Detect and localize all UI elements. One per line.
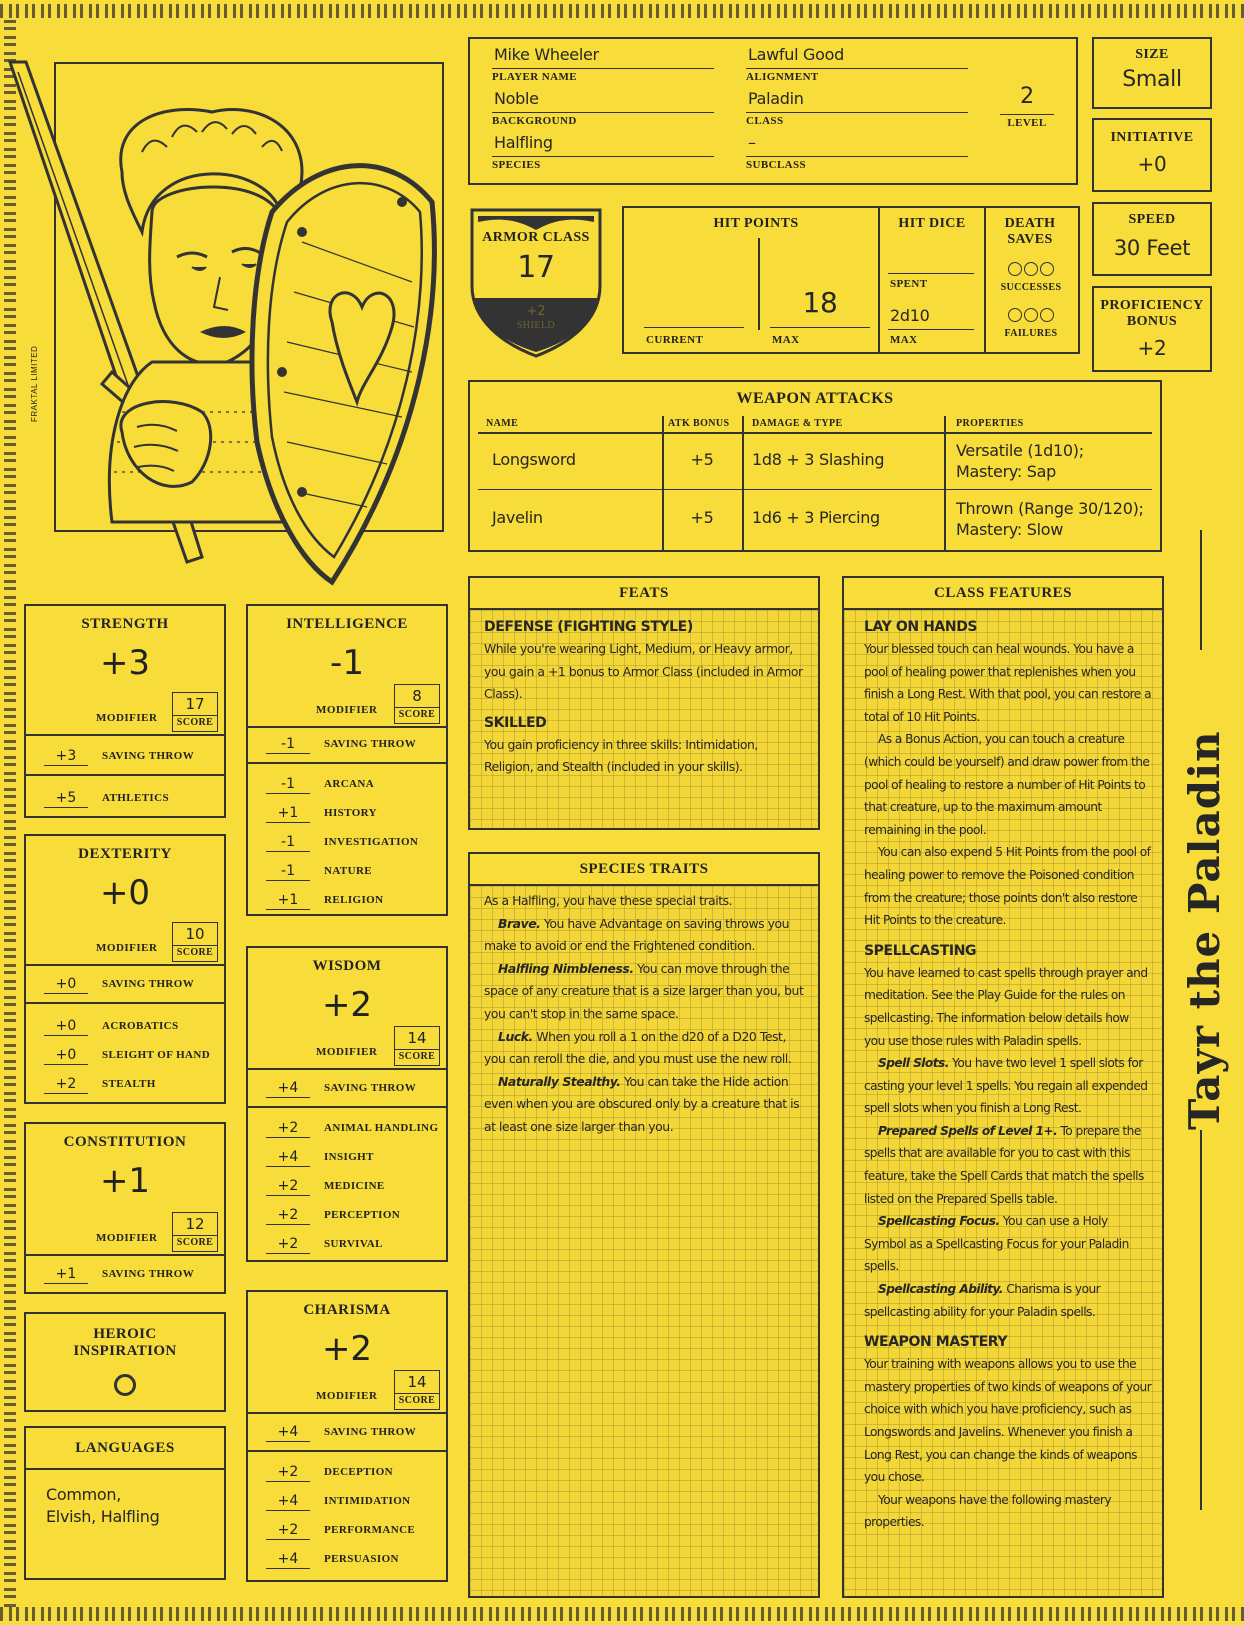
modifier-label: MODIFIER xyxy=(96,1232,158,1244)
feature-item-text: Charisma is your spellcasting ability for your Paladin spells. xyxy=(864,1282,1101,1319)
hp-divider xyxy=(758,238,760,330)
dexterity-score-value: 10 xyxy=(185,925,205,943)
dexterity-title: DEXTERITY xyxy=(78,846,172,862)
subclass-label: SUBCLASS xyxy=(746,159,807,171)
feature-text: You have learned to cast spells through prayer and meditation. See the Play Guide for the rules on spellcasting. The information below details how you use those rules with Paladin spells. xyxy=(864,965,1148,1048)
initiative-value[interactable]: +0 xyxy=(1137,152,1167,176)
strength-box xyxy=(24,604,226,736)
death-saves-divider xyxy=(984,208,986,352)
feature-text: Your blessed touch can heal wounds. You have a pool of healing power that replenishes when you finish a Long Rest. With that pool, you can restore a total of 10 Hit Points. xyxy=(864,642,1151,724)
constitution-score-value: 12 xyxy=(185,1215,205,1233)
speed-value[interactable]: 30 Feet xyxy=(1113,236,1191,260)
dexterity-score[interactable] xyxy=(172,922,218,962)
weapon-header-damage: DAMAGE & TYPE xyxy=(752,418,843,429)
hit-dice-max-field[interactable] xyxy=(888,302,974,330)
species-traits-title: SPECIES TRAITS xyxy=(579,861,709,877)
skill-value: -1 xyxy=(266,775,310,794)
level-value: 2 xyxy=(1000,79,1054,115)
size-value[interactable]: Small xyxy=(1122,67,1182,92)
skill-value: -1 xyxy=(266,862,310,881)
trait-text: You have Advantage on saving throws you make to avoid or end the Frightened condition. xyxy=(484,915,790,954)
skill-row[interactable] xyxy=(26,1070,224,1098)
skill-name: RELIGION xyxy=(324,894,384,906)
charisma-skills-box xyxy=(246,1412,448,1582)
dexterity-skills-box xyxy=(24,964,226,1104)
skill-name: ATHLETICS xyxy=(102,792,169,804)
feat-text: While you're wearing Light, Medium, or Heavy armor, you gain a +1 bonus to Armor Class (included in Armor Class). xyxy=(484,641,803,702)
decorative-border-bottom xyxy=(0,1607,1244,1621)
size-box xyxy=(1092,37,1212,109)
skill-value: +4 xyxy=(266,1550,310,1569)
hp-max-value: 18 xyxy=(802,286,838,319)
skill-name: HISTORY xyxy=(324,807,377,819)
skill-row[interactable] xyxy=(26,1012,224,1040)
languages-title-box xyxy=(24,1426,226,1470)
death-save-successes-label: SUCCESSES xyxy=(1000,282,1062,293)
wisdom-modifier[interactable]: +2 xyxy=(321,985,373,1025)
skill-row[interactable] xyxy=(248,1114,446,1142)
saving-throw-value: +1 xyxy=(44,1265,88,1284)
species-value: Halfling xyxy=(492,133,714,157)
heroic-inspiration-label: HEROIC INSPIRATION xyxy=(73,1326,177,1359)
skill-divider xyxy=(248,762,446,764)
trait-text: You can take the Hide action even when you are obscured only by a creature that is at least one size larger than you. xyxy=(484,1073,800,1134)
speed-label: SPEED xyxy=(1128,212,1176,227)
saving-throw-row[interactable] xyxy=(26,742,224,770)
charisma-title: CHARISMA xyxy=(303,1302,391,1318)
skill-value: +4 xyxy=(266,1148,310,1167)
skill-value: +1 xyxy=(266,804,310,823)
score-label: SCORE xyxy=(395,1393,439,1408)
constitution-title: CONSTITUTION xyxy=(63,1134,187,1150)
intelligence-modifier[interactable]: -1 xyxy=(330,643,364,683)
player-name-value: Mike Wheeler xyxy=(492,45,714,69)
initiative-box xyxy=(1092,118,1212,192)
character-portrait xyxy=(30,62,446,542)
death-saves-label: DEATH SAVES xyxy=(1004,216,1056,247)
hp-max-field[interactable] xyxy=(770,278,870,328)
skill-value: +2 xyxy=(266,1206,310,1225)
weapon-properties: Versatile (1d10); Mastery: Sap xyxy=(956,441,1084,481)
proficiency-label: PROFICIENCY BONUS xyxy=(1100,298,1204,329)
skill-name: PERFORMANCE xyxy=(324,1524,416,1536)
charisma-score[interactable] xyxy=(394,1370,440,1410)
strength-score-value: 17 xyxy=(185,695,205,713)
intelligence-score-value: 8 xyxy=(412,687,422,705)
skill-value: +2 xyxy=(266,1119,310,1138)
class-features-content xyxy=(842,608,1164,1598)
class-field[interactable] xyxy=(746,89,968,127)
modifier-label: MODIFIER xyxy=(96,712,158,724)
failure-circle-icon[interactable] xyxy=(1040,308,1054,322)
score-label: SCORE xyxy=(173,945,217,960)
skill-row[interactable] xyxy=(248,828,446,856)
heroic-inspiration-box xyxy=(24,1312,226,1412)
feature-item-name: Spellcasting Ability. xyxy=(878,1282,1003,1297)
skill-name: SURVIVAL xyxy=(324,1238,383,1250)
wisdom-skills-box xyxy=(246,1068,448,1262)
skill-row[interactable] xyxy=(248,1230,446,1258)
skill-value: +1 xyxy=(266,891,310,910)
feature-heading: SPELLCASTING xyxy=(864,942,977,959)
saving-throw-label: SAVING THROW xyxy=(324,1082,417,1094)
skill-value: +2 xyxy=(266,1463,310,1482)
success-circle-icon[interactable] xyxy=(1008,262,1022,276)
hit-dice-max-label: MAX xyxy=(890,334,918,346)
weapon-row-line xyxy=(478,489,1152,490)
saving-throw-value: +4 xyxy=(266,1079,310,1098)
skill-row[interactable] xyxy=(26,784,224,812)
feature-item xyxy=(864,1120,1152,1210)
skill-row[interactable] xyxy=(248,1545,446,1573)
weapon-header-line xyxy=(478,432,1152,434)
alignment-field[interactable] xyxy=(746,45,968,83)
constitution-skills-box xyxy=(24,1254,226,1294)
skill-value: +2 xyxy=(266,1235,310,1254)
intelligence-skills-box xyxy=(246,726,448,916)
feature-item xyxy=(864,1052,1152,1120)
skill-row[interactable] xyxy=(248,857,446,885)
feature-item-text: To prepare the spells that are available for you to cast with this feature, take the Spell Cards that match the spells listed on the Prepared Spells table. xyxy=(864,1123,1144,1206)
skill-value: +0 xyxy=(44,1046,88,1065)
weapon-row[interactable] xyxy=(470,436,1160,492)
feature-item-name: Prepared Spells of Level 1+. xyxy=(878,1123,1058,1138)
feats-title: FEATS xyxy=(619,585,669,601)
constitution-score[interactable] xyxy=(172,1212,218,1252)
halfling-paladin-illustration xyxy=(2,42,442,602)
hp-current-label: CURRENT xyxy=(646,334,704,346)
modifier-label: MODIFIER xyxy=(96,942,158,954)
skill-divider xyxy=(26,1002,224,1004)
background-value: Noble xyxy=(492,89,714,113)
score-label: SCORE xyxy=(173,1235,217,1250)
player-name-label: PLAYER NAME xyxy=(492,71,577,83)
intelligence-box xyxy=(246,604,448,728)
subclass-field[interactable] xyxy=(746,133,968,171)
saving-throw-value: +4 xyxy=(266,1423,310,1442)
skill-name: NATURE xyxy=(324,865,373,877)
feat-heading: DEFENSE (FIGHTING STYLE) xyxy=(484,619,693,635)
trait-name: Brave. xyxy=(498,915,541,931)
dexterity-box xyxy=(24,834,226,966)
modifier-label: MODIFIER xyxy=(316,1390,378,1402)
hit-dice-label: HIT DICE xyxy=(898,216,966,231)
intelligence-score[interactable] xyxy=(394,684,440,724)
skill-row[interactable] xyxy=(248,1143,446,1171)
weapon-damage: 1d6 + 3 Piercing xyxy=(752,508,880,527)
saving-throw-value: +3 xyxy=(44,747,88,766)
death-save-successes[interactable] xyxy=(996,262,1066,281)
trait-text: When you roll a 1 on the d20 of a D20 Test, you can reroll the die, and you must use the new roll. xyxy=(484,1028,792,1067)
success-circle-icon[interactable] xyxy=(1040,262,1054,276)
dexterity-modifier[interactable]: +0 xyxy=(99,873,151,913)
skill-value: +2 xyxy=(266,1177,310,1196)
skill-name: DECEPTION xyxy=(324,1466,393,1478)
skill-value: +5 xyxy=(44,789,88,808)
subclass-value: – xyxy=(746,133,968,157)
hp-current-field[interactable] xyxy=(644,278,744,328)
player-name-field[interactable] xyxy=(492,45,714,83)
species-trait xyxy=(484,913,806,958)
class-features-text xyxy=(844,610,1162,1534)
skill-name: ANIMAL HANDLING xyxy=(324,1122,439,1134)
weapon-attacks-title: WEAPON ATTACKS xyxy=(736,390,894,407)
weapon-name: Longsword xyxy=(492,450,576,469)
weapon-properties: Thrown (Range 30/120); Mastery: Slow xyxy=(956,499,1144,539)
feature-heading: WEAPON MASTERY xyxy=(864,1334,1008,1351)
saving-throw-value: +0 xyxy=(44,975,88,994)
armor-class-value[interactable]: 17 xyxy=(517,250,555,285)
character-title-ornament xyxy=(1200,1130,1202,1510)
feats-content xyxy=(468,608,820,830)
speed-box xyxy=(1092,202,1212,276)
constitution-modifier[interactable]: +1 xyxy=(99,1161,151,1201)
feature-item-name: Spell Slots. xyxy=(878,1056,949,1071)
saving-throw-label: SAVING THROW xyxy=(102,750,195,762)
species-field[interactable] xyxy=(492,133,714,171)
background-field[interactable] xyxy=(492,89,714,127)
hit-points-label: HIT POINTS xyxy=(713,216,799,231)
saving-throw-label: SAVING THROW xyxy=(324,738,417,750)
level-label: LEVEL xyxy=(1007,117,1047,129)
weapon-row[interactable] xyxy=(470,494,1160,550)
decorative-border-top xyxy=(0,4,1244,18)
skill-row[interactable] xyxy=(248,1201,446,1229)
languages-value-box[interactable] xyxy=(24,1468,226,1580)
wisdom-box xyxy=(246,946,448,1070)
saving-throw-row[interactable] xyxy=(248,1418,446,1446)
skill-value: +4 xyxy=(266,1492,310,1511)
weapon-header-atk-bonus: ATK BONUS xyxy=(668,418,730,429)
initiative-label: INITIATIVE xyxy=(1110,130,1194,145)
skill-name: PERCEPTION xyxy=(324,1209,401,1221)
feats-text xyxy=(470,610,818,779)
feature-text: Your training with weapons allows you to use the mastery properties of two kinds of weapons of your choice with which you have proficiency, such as Longswords and Javelins. Whenever you finish a Long Rest, you can change the kinds of weapons you chose. xyxy=(864,1357,1152,1485)
species-trait xyxy=(484,958,806,1026)
hit-dice-spent-label: SPENT xyxy=(890,278,928,290)
skill-name: INSIGHT xyxy=(324,1151,374,1163)
saving-throw-label: SAVING THROW xyxy=(324,1426,417,1438)
hit-points-box xyxy=(622,206,1080,354)
alignment-label: ALIGNMENT xyxy=(746,71,819,83)
species-traits-content xyxy=(468,884,820,1598)
feature-item xyxy=(864,1210,1152,1278)
weapon-name: Javelin xyxy=(492,508,543,527)
trait-name: Naturally Stealthy. xyxy=(498,1073,621,1089)
weapon-attacks-box xyxy=(468,380,1162,552)
class-features-title: CLASS FEATURES xyxy=(933,585,1072,601)
weapon-atk-bonus: +5 xyxy=(690,450,714,469)
constitution-box xyxy=(24,1122,226,1256)
trait-name: Halfling Nimbleness. xyxy=(498,960,634,976)
score-label: SCORE xyxy=(395,707,439,722)
size-label: SIZE xyxy=(1135,47,1169,62)
class-value: Paladin xyxy=(746,89,968,113)
wisdom-score-value: 14 xyxy=(407,1029,427,1047)
feature-text: You can also expend 5 Hit Points from the pool of healing power to remove the Poisoned condition from the creature; those points don't also restore Hit Points to the creature. xyxy=(864,845,1151,928)
class-features-title-box xyxy=(842,576,1164,610)
skill-value: +0 xyxy=(44,1017,88,1036)
character-title: Tayr the Paladin xyxy=(1180,730,1229,1130)
species-trait xyxy=(484,1026,806,1071)
skill-row[interactable] xyxy=(248,1458,446,1486)
trait-name: Luck. xyxy=(498,1028,533,1044)
alignment-value: Lawful Good xyxy=(746,45,968,69)
intelligence-title: INTELLIGENCE xyxy=(286,616,408,632)
strength-score[interactable] xyxy=(172,692,218,732)
modifier-label: MODIFIER xyxy=(316,1046,378,1058)
weapon-header-properties: PROPERTIES xyxy=(956,418,1024,429)
strength-modifier[interactable]: +3 xyxy=(99,643,151,683)
skill-row[interactable] xyxy=(248,886,446,914)
feats-title-box xyxy=(468,576,820,610)
skill-value: +2 xyxy=(44,1075,88,1094)
modifier-label: MODIFIER xyxy=(316,704,378,716)
skill-value: +2 xyxy=(266,1521,310,1540)
score-label: SCORE xyxy=(173,715,217,730)
charisma-box xyxy=(246,1290,448,1414)
score-label: SCORE xyxy=(395,1049,439,1064)
skill-name: STEALTH xyxy=(102,1078,156,1090)
feature-item-text: You have two level 1 spell slots for casting your level 1 spells. You regain all expended spell slots when you finish a Long Rest. xyxy=(864,1056,1148,1116)
class-label: CLASS xyxy=(746,115,784,127)
feature-item-name: Spellcasting Focus. xyxy=(878,1214,1000,1229)
species-traits-title-box xyxy=(468,852,820,886)
feat-heading: SKILLED xyxy=(484,714,547,731)
saving-throw-label: SAVING THROW xyxy=(102,978,195,990)
skill-divider xyxy=(26,774,224,776)
skill-row[interactable] xyxy=(248,1487,446,1515)
character-info-box xyxy=(468,37,1078,185)
weapon-header-name: NAME xyxy=(486,418,519,429)
feature-text: Your weapons have the following mastery properties. xyxy=(864,1492,1112,1530)
skill-divider xyxy=(248,1106,446,1108)
species-trait xyxy=(484,1071,806,1139)
skill-divider xyxy=(248,1450,446,1452)
skill-row[interactable] xyxy=(26,1041,224,1069)
feature-item xyxy=(864,1278,1152,1323)
shield-bonus-value: +2 xyxy=(526,304,546,319)
skill-name: ARCANA xyxy=(324,778,375,790)
proficiency-box xyxy=(1092,286,1212,372)
proficiency-value[interactable]: +2 xyxy=(1137,336,1167,360)
weapon-damage: 1d8 + 3 Slashing xyxy=(752,450,885,469)
feature-heading: LAY ON HANDS xyxy=(864,619,978,635)
wisdom-title: WISDOM xyxy=(312,958,382,974)
skill-name: MEDICINE xyxy=(324,1180,385,1192)
character-title-ornament xyxy=(1200,530,1202,650)
skill-row[interactable] xyxy=(248,770,446,798)
species-label: SPECIES xyxy=(492,159,541,171)
failure-circle-icon[interactable] xyxy=(1024,308,1038,322)
level-field[interactable] xyxy=(1000,79,1054,129)
feature-item-text: You can use a Holy Symbol as a Spellcasting Focus for your Paladin spells. xyxy=(864,1214,1129,1274)
skill-row[interactable] xyxy=(248,799,446,827)
armor-class-label: ARMOR CLASS xyxy=(482,230,590,245)
hit-dice-max-value: 2d10 xyxy=(890,306,930,325)
death-save-failures[interactable] xyxy=(996,308,1066,327)
languages-value: Common, Elvish, Halfling xyxy=(46,1485,160,1526)
failure-circle-icon[interactable] xyxy=(1008,308,1022,322)
class-features-block xyxy=(842,576,1164,1598)
skill-row[interactable] xyxy=(248,1516,446,1544)
strength-title: STRENGTH xyxy=(81,616,169,632)
success-circle-icon[interactable] xyxy=(1024,262,1038,276)
charisma-score-value: 14 xyxy=(407,1373,427,1391)
skill-name: ACROBATICS xyxy=(102,1020,179,1032)
artist-credit: FRAKTAL LIMITED xyxy=(30,345,39,422)
wisdom-score[interactable] xyxy=(394,1026,440,1066)
species-traits-block xyxy=(468,852,820,1598)
languages-label: LANGUAGES xyxy=(75,1440,175,1456)
armor-class-shield xyxy=(468,206,604,358)
feature-text: As a Bonus Action, you can touch a creature (which could be yourself) and draw power from the pool of healing to restore a number of Hit Points to that creature, up to the maximum amount remaining in the pool. xyxy=(864,732,1150,837)
weapon-atk-bonus: +5 xyxy=(690,508,714,527)
strength-skills-box xyxy=(24,734,226,818)
feat-text: You gain proficiency in three skills: Intimidation, Religion, and Stealth (included in your skills). xyxy=(484,736,758,775)
saving-throw-row[interactable] xyxy=(248,730,446,758)
heroic-inspiration-circle-icon[interactable] xyxy=(114,1374,136,1396)
saving-throw-label: SAVING THROW xyxy=(102,1268,195,1280)
hp-max-label: MAX xyxy=(772,334,800,346)
hit-dice-spent-field[interactable] xyxy=(888,252,974,274)
saving-throw-row[interactable] xyxy=(26,1260,224,1288)
skill-name: INTIMIDATION xyxy=(324,1495,411,1507)
species-traits-intro: As a Halfling, you have these special traits. xyxy=(484,893,733,908)
feats-block xyxy=(468,576,820,830)
charisma-modifier[interactable]: +2 xyxy=(321,1329,373,1369)
saving-throw-value: -1 xyxy=(266,735,310,754)
skill-name: PERSUASION xyxy=(324,1553,399,1565)
skill-value: -1 xyxy=(266,833,310,852)
shield-bonus-label: SHIELD xyxy=(516,320,556,331)
skill-row[interactable] xyxy=(248,1172,446,1200)
skill-name: INVESTIGATION xyxy=(324,836,419,848)
saving-throw-row[interactable] xyxy=(26,970,224,998)
background-label: BACKGROUND xyxy=(492,115,577,127)
species-traits-text xyxy=(470,886,818,1139)
trait-text: You can move through the space of any creature that is a size larger than you, but you can't stop in the same space. xyxy=(484,960,804,1021)
death-save-failures-label: FAILURES xyxy=(1004,328,1058,339)
saving-throw-row[interactable] xyxy=(248,1074,446,1102)
skill-name: SLEIGHT OF HAND xyxy=(102,1049,211,1061)
